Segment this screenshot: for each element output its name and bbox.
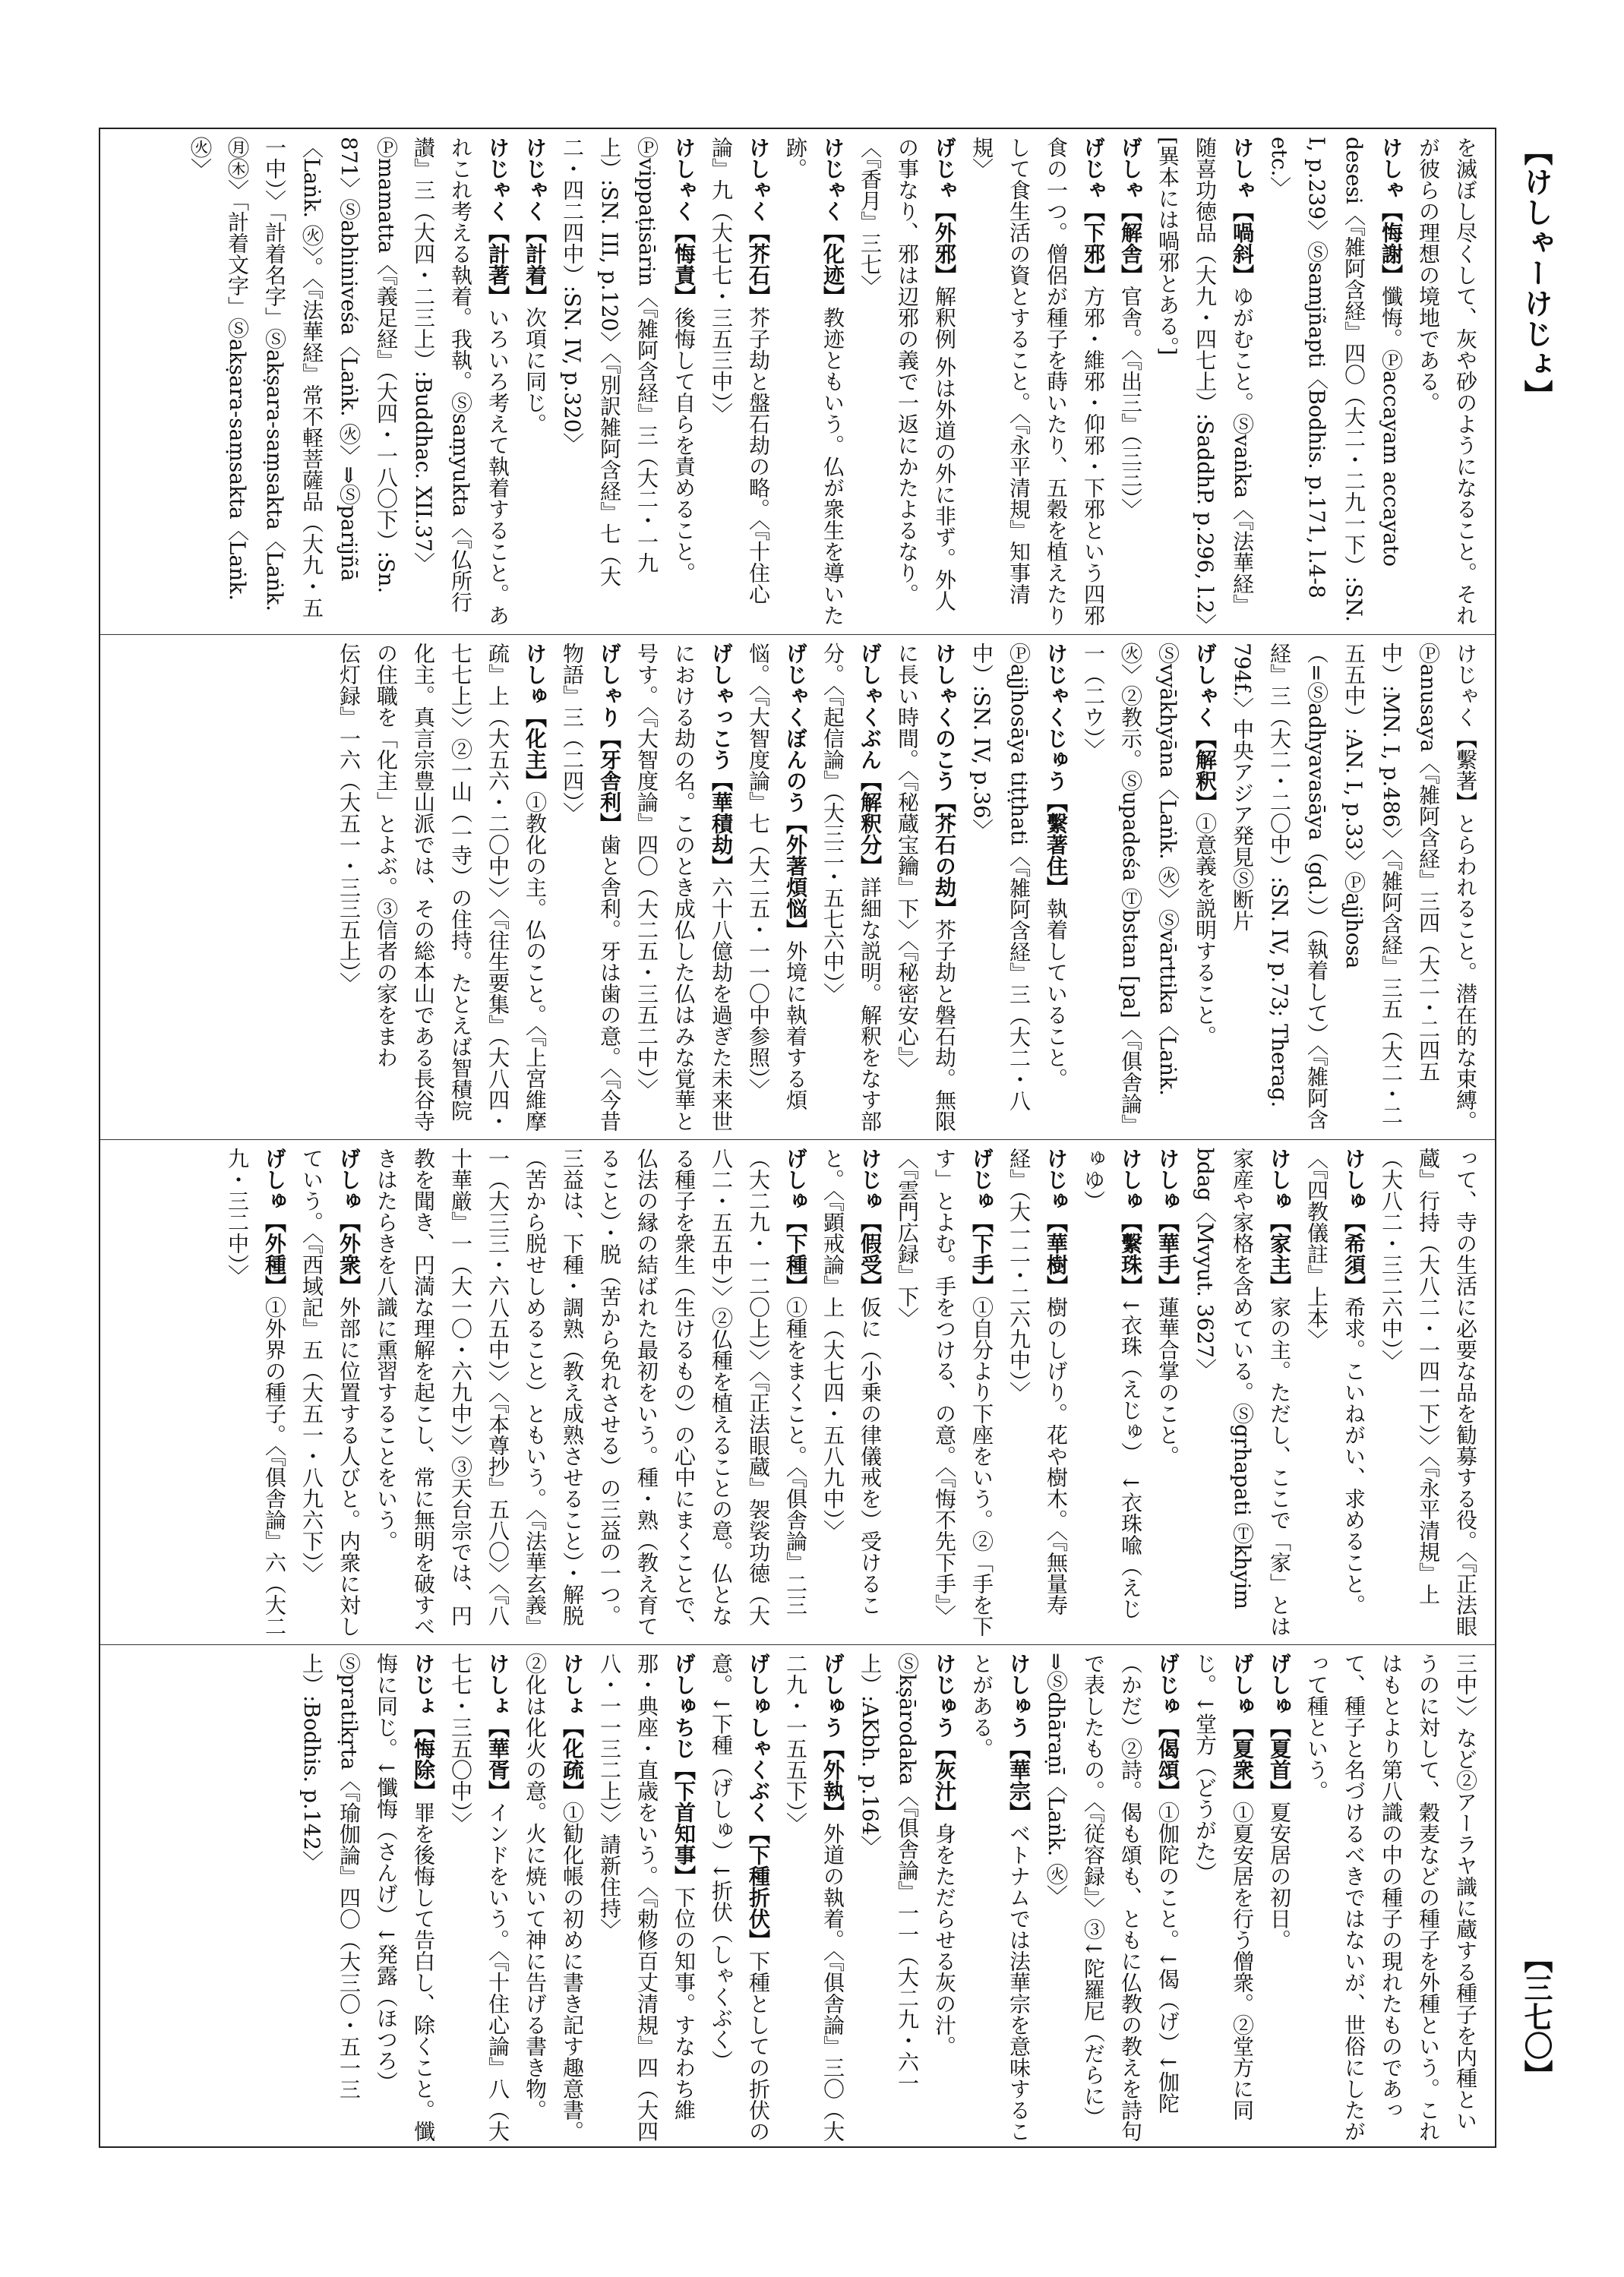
entry-definition: 下位の知事。すなわち維那・典座・直歳をいう。〈『勅修百丈清規』四（大四八・一一三二上）〉請新住持〉 (597, 1653, 697, 2142)
entry-definition: 詳細な説明。解釈をなす部分。〈『起信論』（大三二・五七六中）〉 (820, 643, 883, 1132)
entry-headword: けしゅ【希須】 (1341, 1148, 1366, 1296)
entry-definition: 家の主。ただし、ここで「家」とは家産や家格を含めている。Ⓢgṛhapati Ⓣkhyim bdag〈Mvyut. 3627〉 (1193, 1148, 1292, 1637)
dictionary-entry (591, 1653, 703, 2142)
entry-definition: 身をただらせる灰の汁。Ⓢkṣārodaka〈『俱舎論』一一（大二九・六一上）:AKbh. p.164〉 (858, 1653, 957, 2094)
column-text (100, 1645, 1495, 2149)
dictionary-entry (368, 1148, 814, 1637)
dictionary-entry (740, 643, 814, 1132)
dictionary-entry (703, 137, 777, 627)
dictionary-entry (1298, 1148, 1373, 1637)
entry-definition: インドをいう。〈『十住心論』八（大七七・三五〇中）〉 (448, 1653, 510, 2142)
dictionary-entry (1149, 1148, 1186, 1637)
dictionary-entry (777, 1653, 851, 2142)
entry-headword: けしゅ【化主】 (523, 643, 548, 791)
dictionary-entry (1410, 137, 1484, 627)
entry-headword: けじゃく【計著】 (485, 137, 510, 307)
text-band-4 (100, 1644, 1495, 2149)
entry-headword: げじゃ【下邪】 (1081, 137, 1106, 286)
entry-definition: を滅ぼし尽くして、灰や砂のようになること。それが彼らの理想の境地である。 (1416, 137, 1478, 626)
entry-definition: ①種をまくこと。〈『俱舎論』二三（大二九・一二〇上）〉〈『正法眼蔵』袈裟功徳（大八二・五五中）〉②仏種を植えることの意。仏となる種子を衆生（生けるもの）の心中にまくことで、仏法の縁の結ばれた最初をいう。種・熟（教え育てること）・脱（苦から免れさせる）の三益の一つ。三益は、下種・調熟（教え成熟させること）・解脱（苦から脱せしめること）ともいう。〈『法華玄義』一（大三三・六八五中）〉〈『本尊抄』五八〇〉〈『八十華厳』一（大一〇・六九中）〉③天台宗では、円教を聞き、円満な理解を起こし、常に無明を破すべきはたらきを八識に熏習することをいう。 (374, 1148, 808, 1637)
dictionary-entry (293, 1653, 442, 2142)
column-text (100, 1140, 1495, 1644)
dictionary-entry (1075, 1148, 1149, 1637)
entry-headword: けじゅ【假受】 (858, 1148, 883, 1296)
entry-headword: げしゅちじ【下首知事】 (671, 1653, 697, 1887)
entry-definition: 外部に位置する人びと。内衆に対していう。〈『西域記』五（大五一・八九六下）〉 (299, 1148, 362, 1637)
dictionary-entry (1038, 1653, 1186, 2142)
entry-definition: 歯と舎利。牙は歯の意。〈『今昔物語』三（二四）〉 (560, 643, 622, 1132)
entry-headword: げじゃくぼんのう【外著煩悩】 (783, 643, 808, 940)
entry-headword: けしょ【華胥】 (485, 1653, 510, 1802)
entry-definition: って、寺の生活に必要な品を勧募する役。〈『正法眼蔵』行持（大八二・一四一下）〉〈『永平清規』上（大八二・三二六中）〉 (1379, 1148, 1478, 1637)
entry-headword: げしゃっこう【華積劫】 (709, 643, 734, 876)
entry-headword: げしゃくぶん【解釈分】 (858, 643, 883, 876)
entry-headword: げしゅ【外衆】 (336, 1148, 362, 1296)
entry-definition: 外境に執着する煩悩。〈『大智度論』七（大二五・一一〇中参照）〉 (746, 643, 808, 1110)
entry-definition: 懺悔。Ⓟaccayam accayato desesi〈『雑阿含経』四〇（大二・二九一下）:SN. I, p.239〉Ⓢsamjñapti〈Bodhis. p.171, l.4-8 etc.〉 (1267, 137, 1404, 622)
entry-definition: 下種としての折伏の意。↓下種（げしゅ）↓折伏（しゃくぶく） (709, 1653, 771, 2142)
entry-definition: ①教化の主。仏のこと。〈『上宮維摩疏』上（大五六・二〇中）〉〈『往生要集』（大八四・七七上）〉②一山（一寺）の住持。たとえば智積院化主。真言宗豊山派では、その総本山である長谷寺の住職を「化主」とよぶ。③信者の家をまわ (374, 643, 548, 1132)
entry-headword: けしょ【化疏】 (560, 1653, 585, 1802)
entry-headword: けしゅう【華宗】 (1006, 1653, 1032, 1823)
text-band-2 (100, 634, 1495, 1139)
dictionary-entry (1186, 1653, 1261, 2142)
dictionary-entry (963, 137, 1112, 627)
entry-definition: 芥子劫と磐石劫。無限に長い時間。〈『秘蔵宝鑰』下〉〈『秘密安心』〉 (895, 643, 957, 1132)
entry-headword: けじゅ【華樹】 (1044, 1148, 1069, 1296)
entry-definition: 三中）〉など②アーラヤ識に蔵する種子を内種というのに対して、穀麦などの種子を外種という。これはもとより第八識の中の種子の現れたものであって、種子と名づけるべきではないが、世俗にしたがって種という。 (1304, 1653, 1478, 2142)
dictionary-entry (368, 643, 554, 1132)
entry-definition: 教迹ともいう。仏が衆生を導いた跡。 (783, 137, 845, 626)
dictionary-entry (293, 1148, 368, 1637)
dictionary-entry (1261, 1653, 1298, 2142)
dictionary-entry (182, 137, 517, 627)
entry-definition: ①伽陀のこと。↓偈（げ）↓伽陀（かだ）②詩。偈も頌も、ともに仏教の教えを詩句で表したもの。〈『従容録』〉③↓陀羅尼（だらに）⇒Ⓢdhāraṇī〈Laṅk. ㊋〉 (1044, 1653, 1180, 2142)
entry-headword: げしゃ【解舎】 (1118, 137, 1143, 286)
entry-headword: けじょ【悔除】 (411, 1653, 436, 1802)
entry-definition: ①外界の種子。〈『俱舎論』六（大二九・三二中）〉 (225, 1148, 287, 1637)
entry-definition: ①勧化帳の初めに書き記す趣意書。②化は化火の意。火に焼いて神に告げる書き物。 (523, 1653, 585, 2142)
entry-headword: げしゅ【外種】 (262, 1148, 287, 1296)
entry-headword: げしゅう【外執】 (820, 1653, 845, 1823)
entry-headword: けしゃく【芥石】 (746, 137, 771, 307)
entry-definition: ①自分より下座をいう。②「手を下す」とよむ。手をつける、の意。〈『悔不先下手』〉〈『雲門広録』下〉 (895, 1148, 994, 1637)
dictionary-entry (628, 643, 740, 1132)
entry-definition: ベトナムでは法華宗を意味することがある。 (969, 1653, 1032, 2142)
entry-headword: げしゅ【夏首】 (1267, 1653, 1292, 1802)
entry-definition: ゆがむこと。Ⓢvaṅka〈『法華経』随喜功徳品（大九・四七上）:SaddhP. p.296, l.2〉[異本には喎邪とある。] (1155, 137, 1255, 624)
entry-headword: けじゅう【灰汁】 (932, 1653, 957, 1823)
dictionary-entry (851, 137, 963, 627)
entry-definition: 方邪・維邪・仰邪・下邪という四邪食の一つ。僧侶が種子を蒔いたり、五穀を植えたりして食生活の資とすること。〈『永平清規』知事清規〉 (969, 137, 1106, 626)
entry-headword: けしゃ【悔謝】 (1379, 137, 1404, 286)
dictionary-entry (703, 1653, 777, 2142)
entry-definition: 後悔して自らを責めること。Ⓟvippaṭisārin〈『雑阿含経』三（大二・一九上）:SN. III, p.120〉〈『別訳雑阿含経』七（大二・四二四中）:SN. IV, p.320〉 (560, 137, 697, 587)
entry-definition: 執着していること。Ⓟajjhosāya tiṭṭhati〈『雑阿含経』三（大二・八中）:SN. IV, p.36〉 (969, 643, 1069, 1112)
dictionary-entry (554, 643, 628, 1132)
entry-definition: 官舎。〈『出三』（三三）〉 (1118, 286, 1143, 520)
dictionary-entry (851, 1653, 963, 2142)
entry-definition: 外道の執着。〈『俱舎論』三〇（大二九・一五五下）〉 (783, 1653, 845, 2142)
column-text (100, 635, 1495, 1139)
dictionary-entry (330, 643, 368, 1132)
dictionary-entry (963, 643, 1075, 1132)
entry-headword: けしゃ【喎斜】 (1230, 137, 1255, 286)
entry-definition: 仮に（小乗の律儀戒を）受けること。〈『顕戒論』上（大七四・五八九中）〉 (820, 1148, 883, 1615)
entry-definition: けじゃく【繫著】とらわれること。潜在的な束縛。Ⓟanusaya〈『雑阿含経』三四（大二・二四五中）:MN. I, p.486〉〈『雑阿含経』三五（大二・二五五中）:AN. I, p.33〉Ⓟajjhosa（=Ⓢadhyavasāya（gd.））（執着して）〈『雑阿含経』三（大二・二〇中）:SN. IV, p.73; Therag. 794f.〉中央アジア発見Ⓢ断片 (1230, 643, 1478, 1132)
dictionary-entry (517, 1653, 591, 2142)
entry-definition: 次項に同じ。 (523, 307, 548, 434)
text-band-3 (100, 1139, 1495, 1644)
entry-definition: 樹のしげり。花や樹木。〈『無量寿経』（大一二・二六九中）〉 (1006, 1148, 1069, 1615)
dictionary-page-frame (99, 128, 1496, 2148)
entry-headword: けしゅ【家主】 (1267, 1148, 1292, 1296)
entry-headword: げしゅ【下種】 (783, 1148, 808, 1296)
entry-definition: ↓衣珠（えじゅ） ↓衣珠喩（えじゅゆ） (1081, 1148, 1143, 1619)
entry-headword: けしゅ【華手】 (1155, 1148, 1180, 1296)
dictionary-entry (517, 137, 554, 627)
dictionary-entry (1112, 137, 1149, 627)
entry-definition: 夏安居の初日。 (1267, 1802, 1292, 1950)
entry-headword: げしゃく【解釈】 (1193, 643, 1218, 813)
entry-definition: ①意義を説明すること。Ⓢvyākhyāna〈Laṅk. ㊋〉Ⓢvārttika〈Laṅk. ㊋〉②教示。Ⓢupadeśa Ⓣbstan [pa]〈『俱舎論』一（二ウ）〉 (1081, 643, 1218, 1125)
dictionary-entry (814, 643, 889, 1132)
dictionary-entry (1075, 643, 1224, 1132)
entry-definition: 蓮華合掌のこと。 (1155, 1296, 1180, 1467)
dictionary-entry (1186, 1148, 1298, 1637)
entry-definition: 希求。こいねがい、求めること。〈『四教儀註』上本〉 (1304, 1148, 1366, 1615)
dictionary-entry (219, 1148, 293, 1637)
dictionary-entry (1373, 1148, 1484, 1637)
dictionary-entry (1298, 1653, 1484, 2142)
entry-headword: げしゃり【牙舎利】 (597, 643, 622, 834)
dictionary-entry (963, 1653, 1038, 2142)
dictionary-entry (1149, 137, 1261, 627)
entry-headword: げしゅ【夏衆】 (1230, 1653, 1255, 1802)
entry-headword: げじゅ【偈頌】 (1155, 1653, 1180, 1802)
column-text (100, 129, 1495, 634)
dictionary-entry (442, 1653, 517, 2142)
entry-definition: 芥子劫と盤石劫の略。〈『十住心論』九（大七七・三五三中）〉 (709, 137, 771, 605)
dictionary-entry (554, 137, 703, 627)
entry-headword: けしゃく【悔責】 (671, 137, 697, 307)
dictionary-entry (1224, 643, 1484, 1132)
dictionary-entry (889, 643, 963, 1132)
entry-headword: けじゃくじゅう【繫著住】 (1044, 643, 1069, 898)
entry-headword: けじゃく【化迹】 (820, 137, 845, 307)
entry-definition: 解釈例 外は外道の外に非ず。外人の事なり、邪は辺邪の義で一返にかたよるなり。〈『香月』三七〉 (858, 137, 957, 611)
entry-definition: いろいろ考えて執着すること。あれこれ考える執着。我執。Ⓢsaṃyukta〈『仏所行讃』三（大四・二三上）:Buddhac. XII.37〉Ⓟmamatta〈『義足経』（大四・一八〇下）:Sn. 871〉Ⓢabhiniveśa〈Laṅk. ㊋〉⇒Ⓢparijñā〈Laṅk. ㊋〉。〈『法華経』常不軽菩薩品（大九・五一中）〉「計着名字」Ⓢakṣara-saṃsakta〈Laṅk. ㊊㊍〉「計着文字」Ⓢakṣara-saṃsakta〈Laṅk. ㊋〉 (188, 137, 510, 626)
dictionary-entry (1261, 137, 1410, 627)
page-number: 【三七〇】 (1519, 1944, 1553, 2089)
entry-definition: 伝灯録』一六（大五一・三三五上）〉 (336, 643, 362, 993)
running-header: 【けしゃーけじょ】 (1519, 137, 1553, 410)
text-band-1 (100, 129, 1495, 634)
dictionary-entry (777, 137, 851, 627)
dictionary-entry (1000, 1148, 1075, 1637)
dictionary-entry (889, 1148, 1000, 1637)
entry-definition: 罪を後悔して告白し、除くこと。懺悔に同じ。↓懺悔（さんげ）↓発露（ほつろ）Ⓢpratikṛta〈『瑜伽論』四〇（大三〇・五一三上）:Bodhis. p.142〉 (299, 1653, 436, 2142)
entry-headword: けしゅ【繫珠】 (1118, 1148, 1143, 1296)
entry-definition: ①夏安居を行う僧衆。②堂方に同じ。↓堂方（どうがた） (1193, 1653, 1255, 2121)
entry-headword: げじゅ【下手】 (969, 1148, 994, 1296)
entry-definition: 六十八億劫を過ぎた未来世における劫の名。このとき成仏した仏はみな覚華と号す。〈『大智度論』四〇（大二五・三五二中）〉 (634, 643, 734, 1132)
entry-headword: げしゅしゃくぶく【下種折伏】 (746, 1653, 771, 1950)
dictionary-entry (814, 1148, 889, 1637)
entry-headword: けじゃく【計着】 (523, 137, 548, 307)
entry-headword: げじゃ【外邪】 (932, 137, 957, 286)
entry-headword: けしゃくのこう【芥石の劫】 (932, 643, 957, 919)
